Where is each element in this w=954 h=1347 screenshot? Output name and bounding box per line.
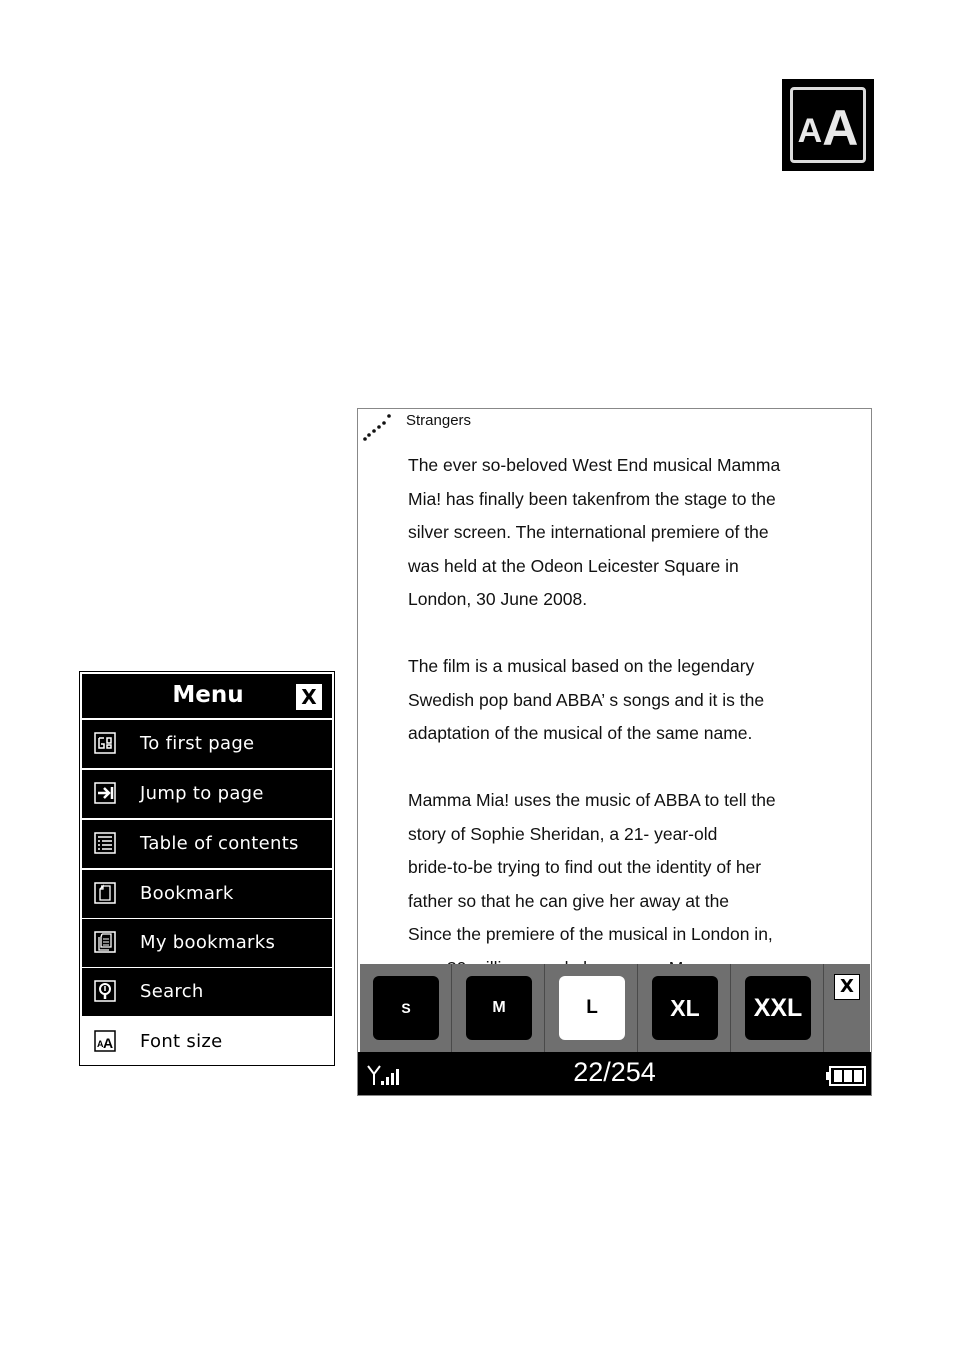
font-size-icon — [94, 1030, 116, 1052]
font-size-large-icon — [782, 79, 874, 171]
svg-text:A: A — [103, 1035, 114, 1051]
font-bar-close-button[interactable]: X — [834, 974, 860, 1000]
text-line — [408, 751, 828, 785]
text-line: father so that he can give her away at the — [408, 890, 730, 911]
menu-item-table-of-contents[interactable] — [82, 820, 332, 868]
font-size-l-button[interactable]: L — [559, 976, 625, 1040]
text-line: bride-to-be trying to find out the identity of her — [408, 857, 762, 877]
font-size-cell — [360, 964, 452, 1052]
aa-icon-big-letter: A — [822, 100, 859, 156]
battery-icon — [826, 1066, 866, 1086]
text-line: Swedish pop band ABBA’ s songs and it is the — [408, 689, 765, 710]
font-size-s-button[interactable]: S — [373, 976, 439, 1040]
first-page-icon — [94, 732, 116, 754]
jump-page-icon — [94, 782, 116, 804]
menu-item-search[interactable] — [82, 968, 332, 1016]
menu-item-label: Search — [140, 981, 204, 1002]
text-line: Since the premiere of the musical in London in, — [408, 924, 773, 944]
book-title: Strangers — [406, 412, 472, 429]
text-line: silver screen. The international premiere of the — [408, 522, 769, 542]
menu-item-bookmark[interactable] — [82, 870, 332, 918]
page-indicator: 22/254 — [573, 1057, 656, 1087]
font-size-m-button[interactable]: M — [466, 976, 532, 1040]
text-line: Mamma Mia! uses the music of ABBA to tell the — [408, 790, 776, 810]
font-size-cell — [639, 964, 731, 1052]
menu-item-label: Jump to page — [140, 783, 264, 804]
menu-item-jump-to-page[interactable] — [82, 770, 332, 818]
text-line: was held at the Odeon Leicester Square in — [408, 555, 739, 576]
font-size-cell — [546, 964, 638, 1052]
my-bookmarks-icon — [94, 931, 116, 953]
menu-item-label: To first page — [140, 733, 255, 754]
reader-screen — [357, 408, 872, 1096]
menu-close-button[interactable]: X — [296, 684, 322, 710]
search-icon — [94, 980, 116, 1002]
text-line: Mia! has finally been takenfrom the stage to the — [408, 488, 776, 509]
menu-panel — [79, 671, 335, 1066]
svg-text:A: A — [97, 1039, 104, 1049]
aa-icon-small-letter: A — [797, 112, 823, 150]
menu-item-to-first-page[interactable] — [82, 720, 332, 768]
font-size-cell — [732, 964, 824, 1052]
font-size-xl-button[interactable]: XL — [652, 976, 718, 1040]
text-line: story of Sophie Sheridan, a 21- year-old — [408, 823, 718, 844]
text-line: London, 30 June 2008. — [408, 589, 588, 609]
font-size-cell — [453, 964, 545, 1052]
text-line: The film is a musical based on the legendary — [408, 656, 755, 676]
status-bar — [358, 1052, 871, 1096]
menu-item-label: Table of contents — [140, 833, 299, 854]
menu-item-my-bookmarks[interactable] — [82, 919, 332, 967]
menu-item-label: Bookmark — [140, 883, 234, 904]
bookmark-icon — [94, 882, 116, 904]
menu-header — [82, 674, 332, 718]
text-line: The ever so-beloved West End musical Mamma — [408, 455, 781, 475]
book-text — [408, 449, 828, 985]
text-line: adaptation of the musical of the same name. — [408, 723, 753, 743]
loading-dots-icon — [360, 411, 400, 447]
menu-item-label: My bookmarks — [140, 932, 276, 953]
text-line — [408, 617, 828, 651]
menu-item-font-size[interactable] — [82, 1018, 332, 1064]
toc-icon — [94, 832, 116, 854]
menu-title: Menu — [172, 682, 244, 708]
menu-item-label: Font size — [140, 1031, 223, 1052]
font-size-bar — [360, 964, 870, 1052]
font-size-xxl-button[interactable]: XXL — [745, 976, 811, 1040]
